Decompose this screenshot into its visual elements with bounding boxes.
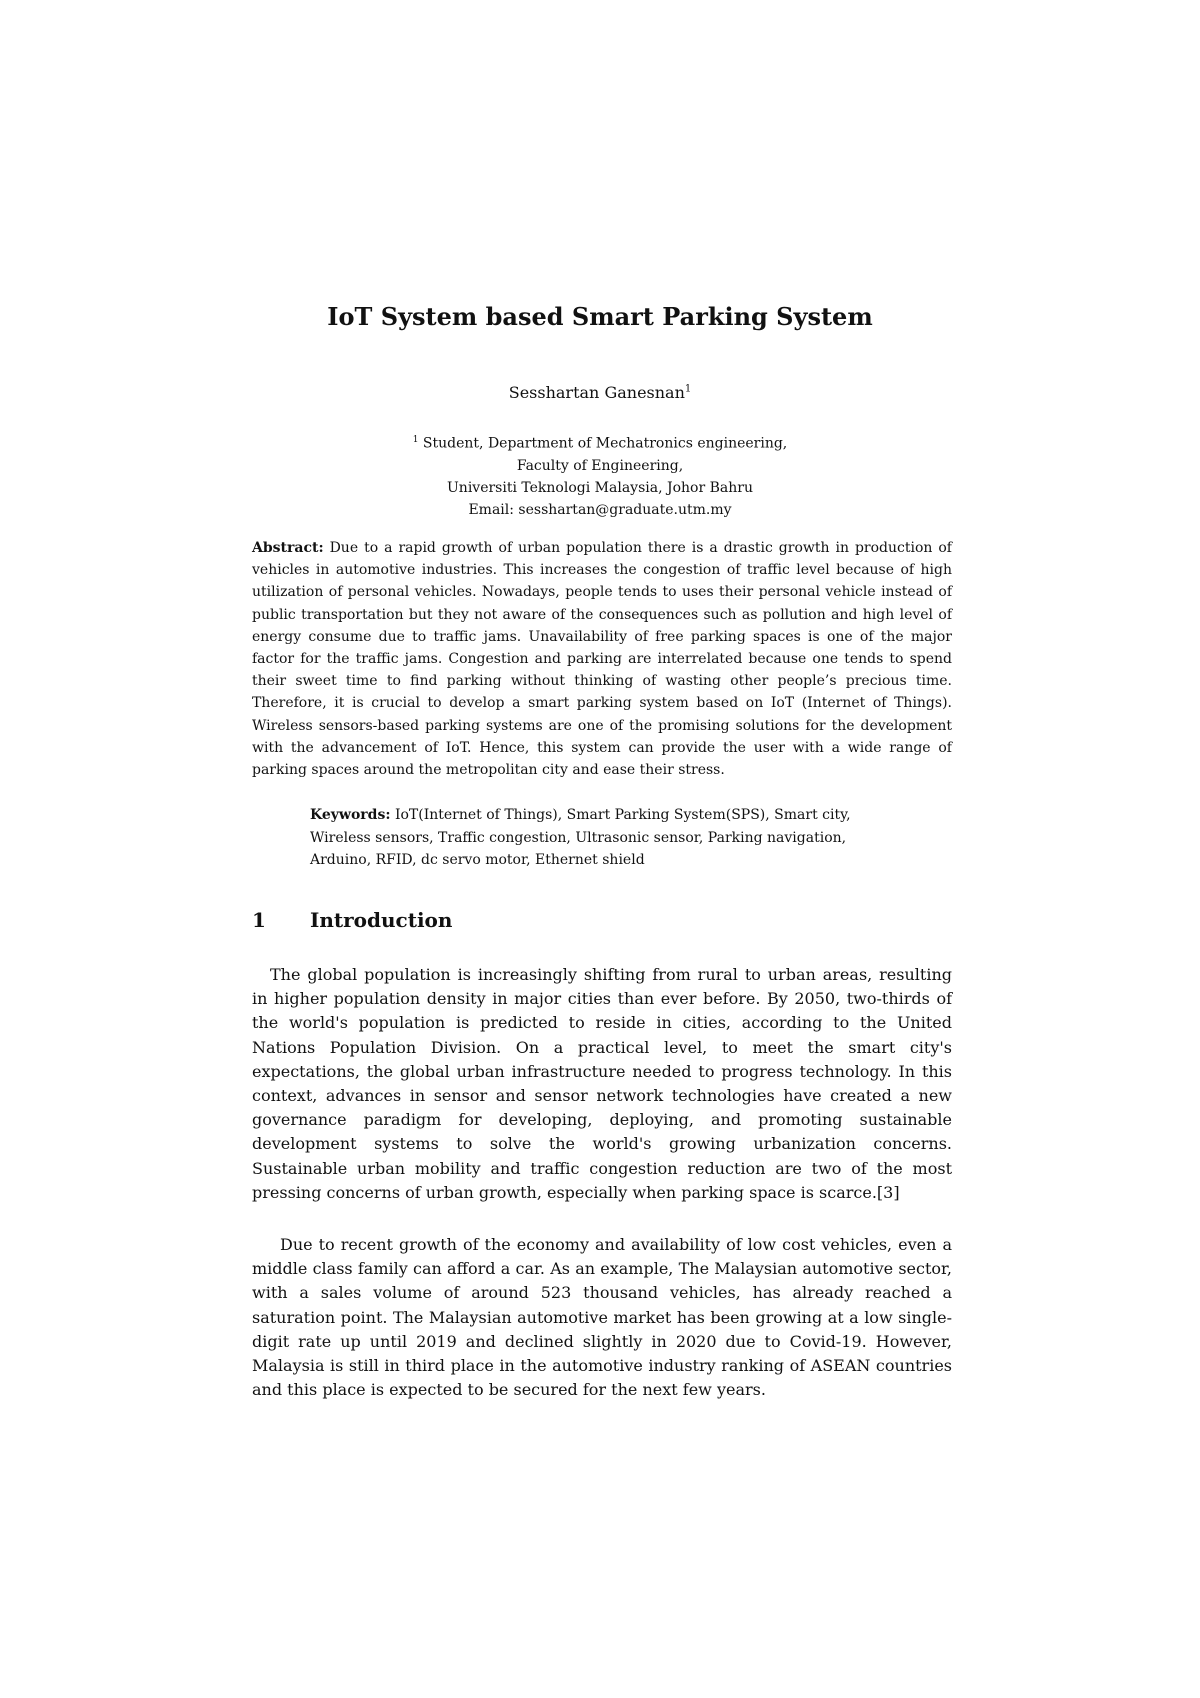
abstract — [252, 537, 952, 781]
introduction-paragraph-1: The global population is increasingly shifting from rural to urban areas, resulting in higher population density in major cities than ever before. By 2050, two-thirds of the world's population is predicted to reside in cities, according to the United Nations Population Division. On a practical level, to meet the smart city's expectations, the global urban infrastructure needed to progress technology. In this context, advances in sensor and sensor network technologies have created a new governance paradigm for developing, deploying, and promoting sustainable development systems to solve the world's growing urbanization concerns. Sustainable urban mobility and traffic congestion reduction are two of the most pressing concerns of urban growth, especially when parking space is scarce.[3] — [252, 965, 952, 1202]
section-number: 1 — [252, 908, 266, 932]
keywords-text: IoT(Internet of Things), Smart Parking System(SPS), Smart city, Wireless sensors, Traffic congestion, Ultrasonic sensor, Parking navigation, Arduino, RFID, dc servo motor, Ethernet shield — [310, 807, 851, 868]
affiliation-line-1: $^1$ Student, Department of Mechatronics engineering, — [412, 435, 788, 452]
section-title: Introduction — [310, 908, 453, 932]
affiliation-email: Email: sesshartan@graduate.utm.my — [468, 501, 732, 518]
affiliation-mark: 1 — [412, 435, 419, 445]
section-heading-introduction — [252, 908, 452, 932]
keywords — [310, 804, 910, 872]
author-affiliation-mark: 1 — [684, 383, 692, 395]
affiliation-block — [0, 429, 1200, 521]
affiliation-line-3: Universiti Teknologi Malaysia, Johor Bahru — [447, 479, 753, 496]
abstract-label: Abstract: — [252, 540, 324, 556]
author-name: Sesshartan Ganesnan — [508, 383, 685, 402]
affiliation-line-2: Faculty of Engineering, — [516, 457, 684, 474]
paper-title: IoT System based Smart Parking System — [327, 302, 873, 331]
abstract-text: Due to a rapid growth of urban population there is a drastic growth in production of vehicles in automotive industries. This increases the congestion of traffic level because of high utilization of personal vehicles. Nowadays, people tends to uses their personal vehicle instead of public transportation but they not aware of the consequences such as pollution and high level of energy consume due to traffic jams. Unavailability of free parking spaces is one of the major factor for the traffic jams. Congestion and parking are interrelated because one tends to spend their sweet time to find parking without thinking of wasting other people’s precious time. Therefore, it is crucial to develop a smart parking system based on IoT (Internet of Things). Wireless sensors-based parking systems are one of the promising solutions for the development with the advancement of IoT. Hence, this system can provide the user with a wide range of parking spaces around the metropolitan city and ease their stress. — [252, 540, 952, 779]
author-line — [0, 383, 1200, 402]
keywords-label: Keywords: — [310, 807, 391, 823]
introduction-paragraph-2: Due to recent growth of the economy and availability of low cost vehicles, even a middle class family can afford a car. As an example, The Malaysian automotive sector, with a sales volume of around 523 thousand vehicles, has already reached a saturation point. The Malaysian automotive market has been growing at a low single-digit rate up until 2019 and declined slightly in 2020 due to Covid-19. However, Malaysia is still in third place in the automotive industry ranking of ASEAN countries and this place is expected to be secured for the next few years. — [252, 1235, 952, 1400]
